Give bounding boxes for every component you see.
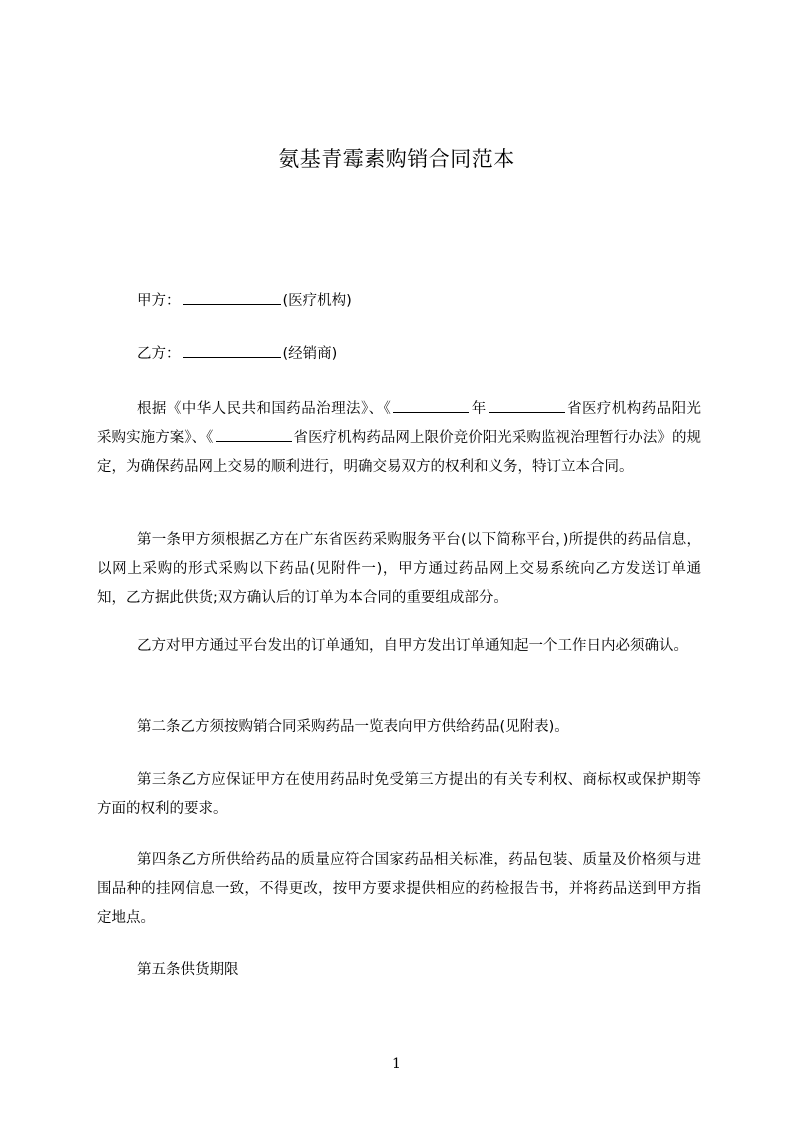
province-blank-1 xyxy=(489,398,565,413)
party-b-line xyxy=(137,343,337,364)
party-b-suffix: (经销商) xyxy=(282,346,338,362)
party-a-suffix: (医疗机构) xyxy=(282,293,352,309)
intro-part-1: 根据《中华人民共和国药品治理法》、《 xyxy=(137,401,392,417)
article-1-note: 乙方对甲方通过平台发出的订单通知，自甲方发出订单通知起一个工作日内必须确认。 xyxy=(137,638,688,654)
year-blank xyxy=(393,398,469,413)
party-b-blank xyxy=(183,343,281,358)
article-5-heading: 第五条供货期限 xyxy=(137,962,239,978)
document-title: 氨基青霉素购销合同范本 xyxy=(278,147,515,171)
article-1: 第一条甲方须根据乙方在广东省医药采购服务平台(以下简称平台，)所提供的药品信息，以网上采购的形式采购以下药品(见附件一)，甲方通过药品网上交易系统向乙方发送订单通知，乙方据此供货;双方确认后的订单为本合同的重要组成部分。 xyxy=(97,532,701,606)
intro-part-4: 省医疗机构药品网上限价竞价阳光采购监视治理暂行办法》的规定，为确保药品网上交易的顺利进行，明确交易双方的权利和义务，特订立本合同。 xyxy=(97,430,702,475)
province-blank-2 xyxy=(216,427,292,442)
page-number: 1 xyxy=(392,1056,401,1072)
intro-part-3: 省医疗机构药品阳光采购实施方案》、《 xyxy=(97,401,702,446)
article-4: 第四条乙方所供给药品的质量应符合国家药品相关标准，药品包装、质量及价格须与进围品种的挂网信息一致，不得更改，按甲方要求提供相应的药检报告书，并将药品送到甲方指定地点。 xyxy=(97,852,701,926)
article-3: 第三条乙方应保证甲方在使用药品时免受第三方提出的有关专利权、商标权或保护期等方面的权利的要求。 xyxy=(97,772,701,817)
article-2: 第二条乙方须按购销合同采购药品一览表向甲方供给药品(见附表)。 xyxy=(137,719,569,735)
party-a-line xyxy=(137,290,352,311)
party-a-blank xyxy=(183,290,281,305)
intro-paragraph xyxy=(97,395,701,482)
intro-part-2: 年 xyxy=(471,401,487,417)
party-a-label: 甲方： xyxy=(137,293,181,309)
party-b-label: 乙方： xyxy=(137,346,181,362)
